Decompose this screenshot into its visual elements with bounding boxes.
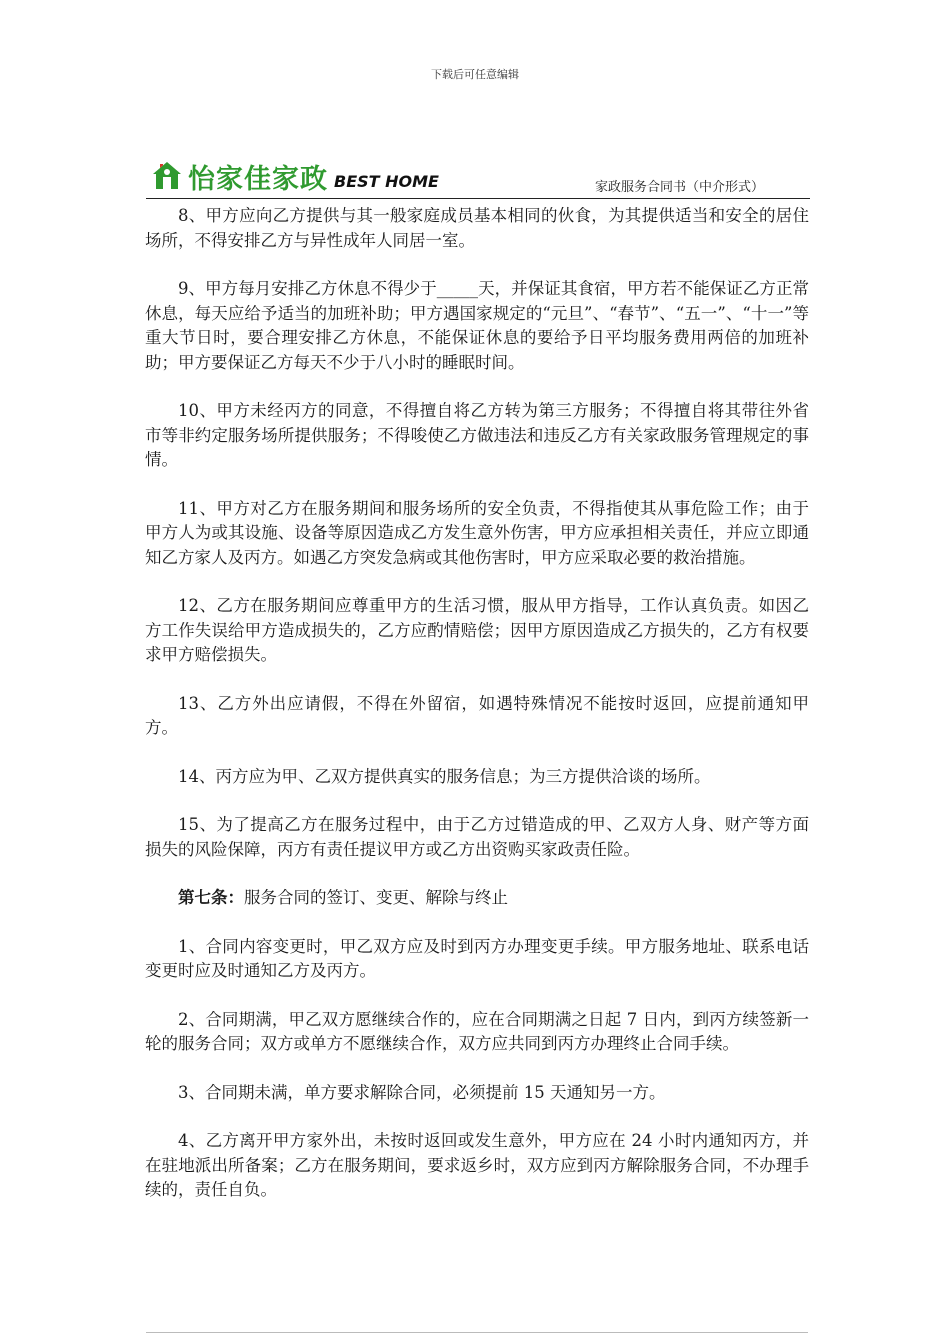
page-header [146, 156, 810, 199]
clause-15: 15、为了提高乙方在服务过程中，由于乙方过错造成的甲、乙双方人身、财产等方面损失的风险保障，丙方有责任提议甲方或乙方出资购买家政责任险。 [145, 815, 809, 859]
logo-chinese-text: 怡家佳家政 [188, 163, 328, 195]
clause-10: 10、甲方未经丙方的同意，不得擅自将乙方转为第三方服务；不得擅自将其带往外省市等非约定服务场所提供服务；不得唆使乙方做违法和违反乙方有关家政服务管理规定的事情。 [145, 401, 809, 469]
section-7-label: 第七条： [178, 888, 244, 907]
house-logo-icon [150, 159, 184, 193]
section7-clause-2: 2、合同期满，甲乙双方愿继续合作的，应在合同期满之日起 7 日内，到丙方续签新一轮的服务合同；双方或单方不愿继续合作，双方应共同到丙方办理终止合同手续。 [145, 1009, 809, 1053]
clause-12: 12、乙方在服务期间应尊重甲方的生活习惯，服从甲方指导，工作认真负责。如因乙方工作失误给甲方造成损失的，乙方应酌情赔偿；因甲方原因造成乙方损失的，乙方有权要求甲方赔偿损失。 [145, 596, 809, 664]
section-7-heading [145, 886, 809, 911]
logo-english-text: BEST HOME [334, 171, 439, 191]
clause-14: 14、丙方应为甲、乙双方提供真实的服务信息；为三方提供洽谈的场所。 [178, 766, 711, 786]
brand-logo [150, 156, 439, 196]
top-note: 下载后可任意编辑 [431, 68, 519, 81]
document-title: 家政服务合同书（中介形式） [594, 180, 764, 195]
section7-clause-4: 4、乙方离开甲方家外出，未按时返回或发生意外，甲方应在 24 小时内通知丙方，并在驻地派出所备案；乙方在服务期间，要求返乡时，双方应到丙方解除服务合同，不办理手续的，责任自负。 [145, 1131, 809, 1199]
section7-clause-3: 3、合同期未满，单方要求解除合同，必须提前 15 天通知另一方。 [178, 1082, 666, 1102]
section-7-title: 服务合同的签订、变更、解除与终止 [244, 888, 508, 907]
clause-13: 13、乙方外出应请假，不得在外留宿，如遇特殊情况不能按时返回，应提前通知甲方。 [145, 693, 809, 737]
clause-11: 11、甲方对乙方在服务期间和服务场所的安全负责，不得指使其从事危险工作；由于甲方人为或其设施、设备等原因造成乙方发生意外伤害，甲方应承担相关责任，并应立即通知乙方家人及丙方。如遇乙方突发急病或其他伤害时，甲方应采取必要的救治措施。 [145, 498, 809, 567]
section7-clause-1: 1、合同内容变更时，甲乙双方应及时到丙方办理变更手续。甲方服务地址、联系电话变更时应及时通知乙方及丙方。 [145, 936, 809, 980]
contract-body [145, 202, 809, 1227]
clause-9: 9、甲方每月安排乙方休息不得少于_____天，并保证其食宿，甲方若不能保证乙方正常休息，每天应给予适当的加班补助；甲方遇国家规定的“元旦”、“春节”、“五一”、“十一”等重大节日时，要合理安排乙方休息，不能保证休息的要给予日平均服务费用两倍的加班补助；甲方要保证乙方每天不少于八小时的睡眠时间。 [145, 279, 809, 372]
footer-divider [146, 1332, 808, 1333]
clause-8: 8、甲方应向乙方提供与其一般家庭成员基本相同的伙食，为其提供适当和安全的居住场所，不得安排乙方与异性成年人同居一室。 [145, 206, 809, 250]
